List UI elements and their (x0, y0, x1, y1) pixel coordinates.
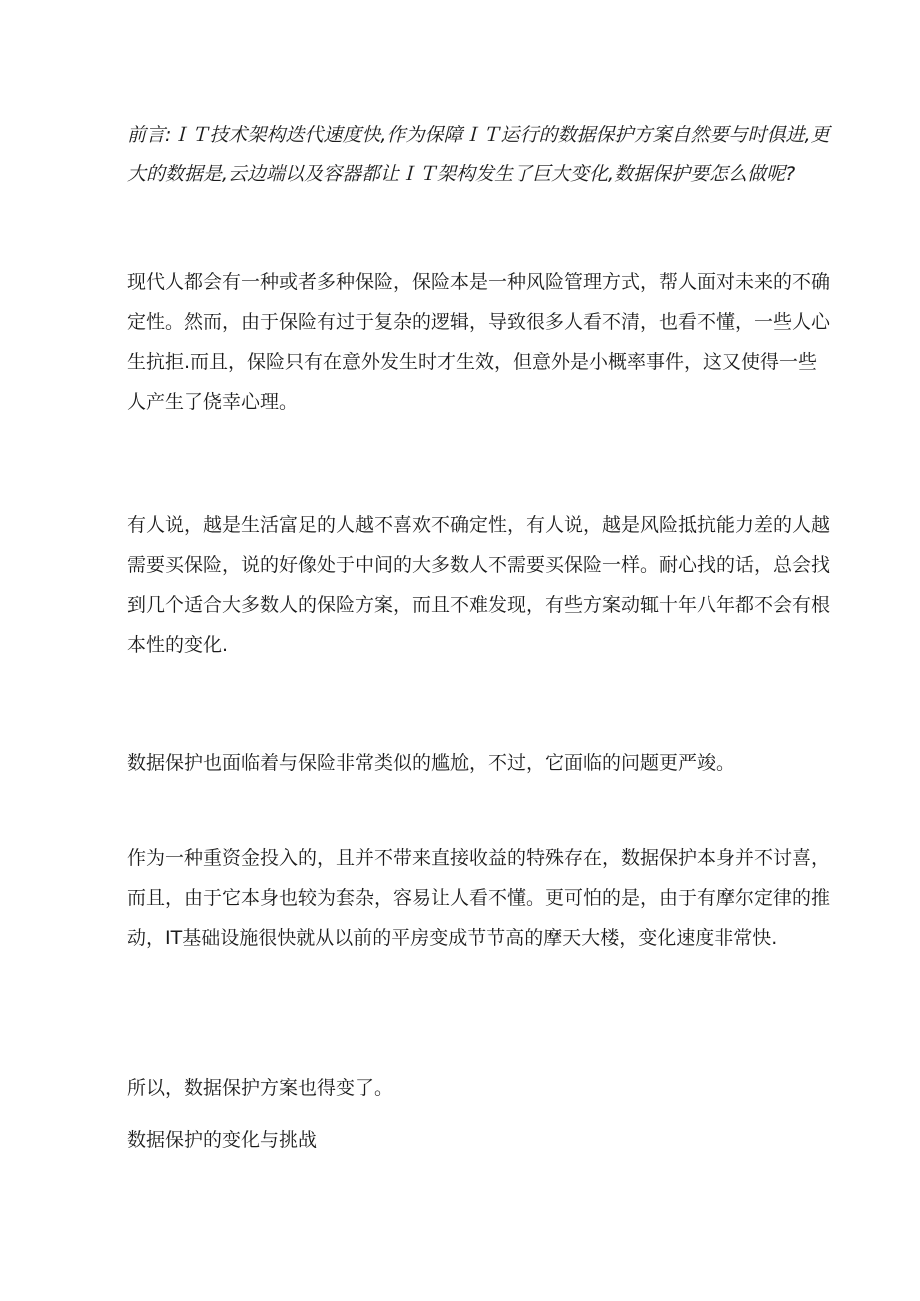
section-heading (127, 1120, 799, 1160)
paragraph-line: 生抗拒.而且，保险只有在意外发生时才生效，但意外是小概率事件，这又使得一些 (127, 351, 818, 373)
paragraph-line: 动，IT基础设施很快就从以前的平房变成节节高的摩天大楼，变化速度非常快. (127, 927, 778, 949)
paragraph-line: 而且，由于它本身也较为套杂，容易让人看不懂。更可怕的是，由于有摩尔定律的推 (127, 887, 831, 909)
intro-line: 大的数据是,云边端以及容器都让ＩＴ架构发生了巨大变化,数据保护要怎么做呢? (127, 163, 796, 185)
paragraph-line: 本性的变化. (127, 634, 229, 656)
body-paragraph-opinions (127, 505, 831, 665)
paragraph-line: 有人说，越是生活富足的人越不喜欢不确定性，有人说，越是风险抵抗能力差的人越 (127, 514, 831, 536)
paragraph-line: 数据保护也面临着与保险非常类似的尴尬，不过，它面临的问题更严竣。 (127, 752, 736, 774)
section-heading-text: 数据保护的变化与挑战 (127, 1129, 318, 1151)
body-paragraph-conclusion (127, 1068, 799, 1108)
paragraph-line: 所以，数据保护方案也得变了。 (127, 1077, 394, 1099)
paragraph-line: 现代人都会有一种或者多种保险，保险本是一种风险管理方式，帮人面对未来的不确 (127, 271, 831, 293)
intro-paragraph (127, 116, 830, 194)
intro-line: 前言:ＩＴ技术架构迭代速度快,作为保障ＩＴ运行的数据保护方案自然要与时俱进,更 (127, 124, 830, 146)
paragraph-line: 作为一种重资金投入的，且并不带来直接收益的特殊存在，数据保护本身并不讨喜， (127, 847, 831, 869)
paragraph-line: 人产生了侥幸心理。 (127, 391, 299, 413)
paragraph-line: 定性。然而，由于保险有过于复杂的逻辑，导致很多人看不清，也看不懂，一些人心 (127, 311, 831, 333)
body-paragraph-insurance (127, 262, 831, 422)
paragraph-line: 到几个适合大多数人的保险方案，而且不难发现，有些方案动辄十年八年都不会有根 (127, 594, 831, 616)
body-paragraph-investment (127, 838, 831, 958)
body-paragraph-dilemma (127, 743, 799, 783)
paragraph-line: 需要买保险，说的好像处于中间的大多数人不需要买保险一样。耐心找的话，总会找 (127, 554, 831, 576)
